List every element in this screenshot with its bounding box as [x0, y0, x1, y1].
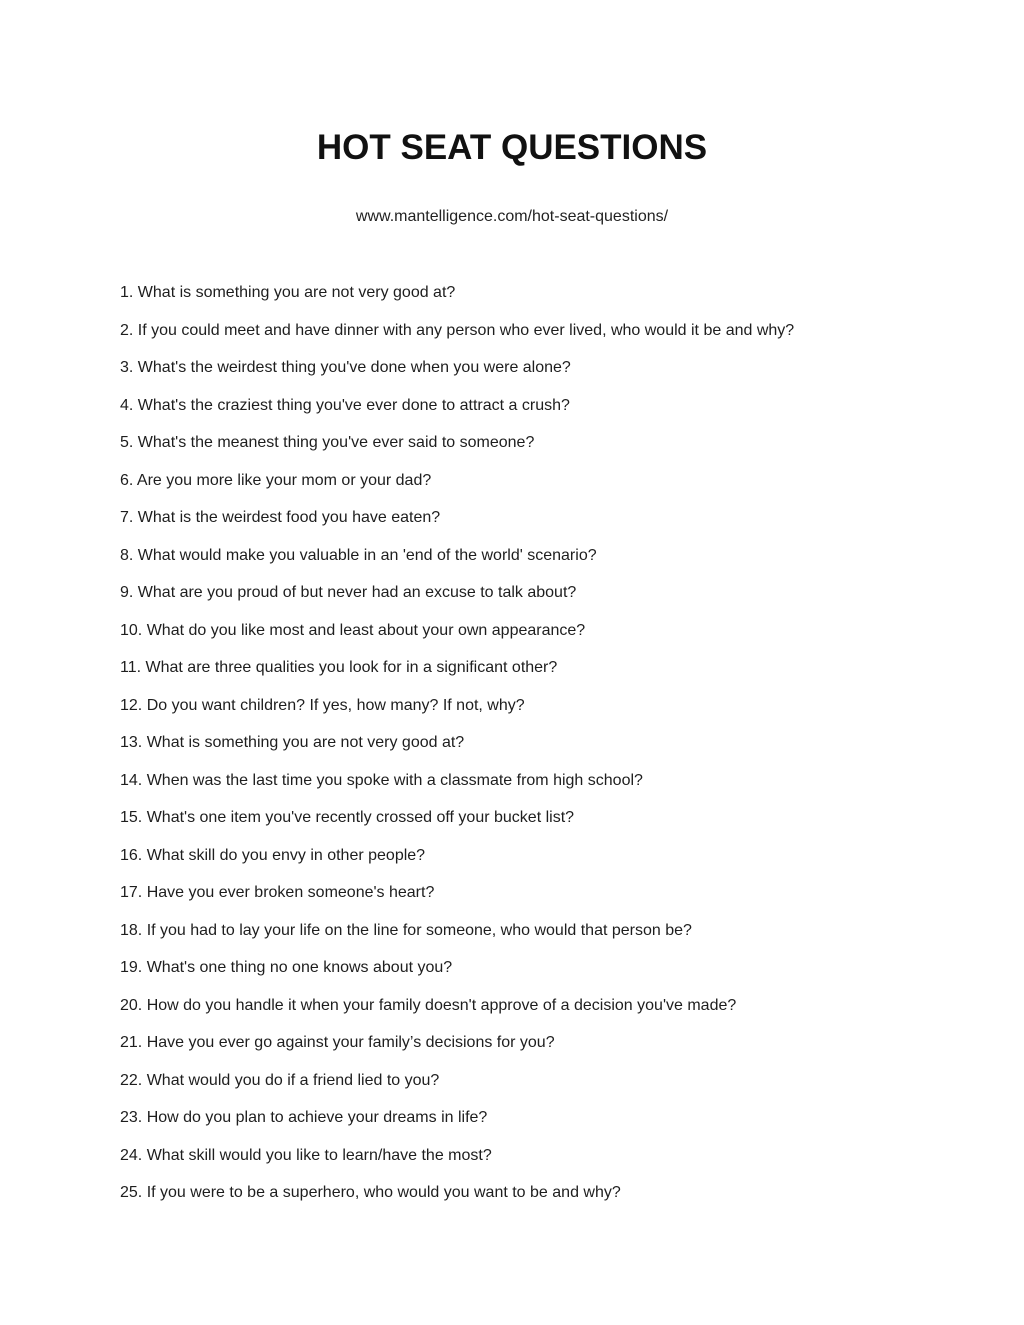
question-item-9: 9. What are you proud of but never had an excuse to talk about? [120, 584, 577, 601]
question-item-23: 23. How do you plan to achieve your dreams in life? [120, 1109, 488, 1126]
question-item-14: 14. When was the last time you spoke with a classmate from high school? [120, 771, 643, 789]
question-item-16: 16. What skill do you envy in other people? [120, 846, 426, 864]
question-item-1: 1. What is something you are not very good at? [120, 284, 456, 301]
question-item-5: 5. What's the meanest thing you've ever said to someone? [120, 434, 535, 451]
page-title: HOT SEAT QUESTIONS [316, 128, 708, 167]
source-url-link[interactable]: www.mantelligence.com/hot-seat-questions/ [355, 208, 669, 225]
question-item-12: 12. Do you want children? If yes, how many? If not, why? [120, 696, 525, 714]
question-item-22: 22. What would you do if a friend lied to you? [120, 1071, 440, 1089]
question-item-17: 17. Have you ever broken someone's heart? [120, 884, 435, 901]
question-list [120, 282, 920, 1220]
question-item-8: 8. What would make you valuable in an 'end of the world' scenario? [120, 546, 597, 564]
question-item-19: 19. What's one thing no one knows about you? [120, 959, 453, 976]
question-item-7: 7. What is the weirdest food you have eaten? [120, 509, 441, 526]
question-item-6: 6. Are you more like your mom or your dad? [120, 471, 432, 489]
question-item-15: 15. What's one item you've recently crossed off your bucket list? [120, 809, 575, 826]
question-item-10: 10. What do you like most and least about your own appearance? [120, 621, 586, 639]
question-item-11: 11. What are three qualities you look for in a significant other? [120, 659, 558, 676]
question-item-18: 18. If you had to lay your life on the line for someone, who would that person be? [120, 921, 692, 939]
question-item-20: 20. How do you handle it when your family doesn't approve of a decision you've made? [120, 996, 737, 1014]
question-item-13: 13. What is something you are not very good at? [120, 734, 465, 751]
question-item-21: 21. Have you ever go against your family’s decisions for you? [120, 1034, 555, 1051]
question-item-4: 4. What's the craziest thing you've ever done to attract a crush? [120, 396, 570, 414]
question-item-2: 2. If you could meet and have dinner with any person who ever lived, who would it be and why? [120, 321, 795, 339]
question-item-24: 24. What skill would you like to learn/have the most? [120, 1146, 492, 1164]
question-item-25: 25. If you were to be a superhero, who would you want to be and why? [120, 1184, 621, 1201]
question-item-3: 3. What's the weirdest thing you've done when you were alone? [120, 359, 571, 376]
